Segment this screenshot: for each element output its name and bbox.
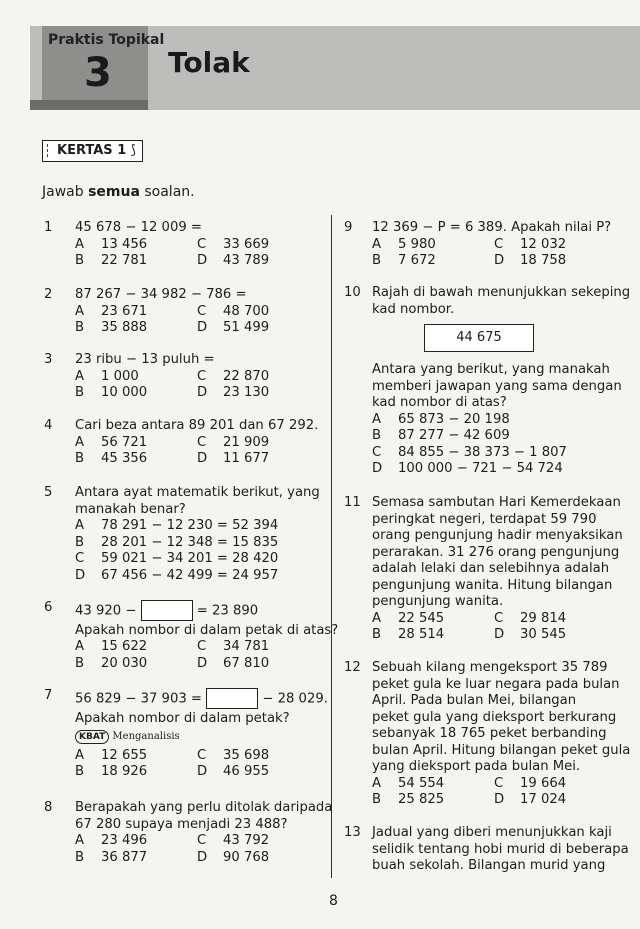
question-text: 23 ribu − 13 puluh = xyxy=(75,352,215,367)
question-text: buah sekolah. Bilangan murid yang xyxy=(372,858,606,873)
option-letter: D xyxy=(197,451,208,466)
option-value: 10 000 xyxy=(101,385,148,400)
option-value: 11 677 xyxy=(223,451,270,466)
option-letter: C xyxy=(197,833,207,848)
option-letter: B xyxy=(372,428,382,443)
option-b xyxy=(372,253,436,268)
option-letter: D xyxy=(197,764,208,779)
option-b xyxy=(75,451,147,466)
option-letter: D xyxy=(494,792,505,807)
option-value: 43 789 xyxy=(223,253,270,268)
option-a xyxy=(75,237,147,252)
option-value: 20 030 xyxy=(101,655,148,671)
option-value: 7 672 xyxy=(398,253,436,268)
option-letter: D xyxy=(197,320,208,335)
option-b xyxy=(75,850,147,865)
option-a xyxy=(75,833,147,848)
option-value: 25 825 xyxy=(398,792,445,807)
question-number: 9 xyxy=(344,220,353,235)
option-letter: D xyxy=(197,849,208,865)
option-letter: A xyxy=(75,303,85,319)
equation-left: 56 829 − 37 903 = xyxy=(75,691,207,707)
option-d xyxy=(197,385,269,400)
option-letter: B xyxy=(372,792,382,807)
option-letter: D xyxy=(494,253,505,268)
option-d xyxy=(197,764,269,779)
option-value: 23 496 xyxy=(101,833,148,848)
option-value: 23 130 xyxy=(223,385,270,400)
question-equation xyxy=(75,688,328,709)
option-letter: A xyxy=(75,833,85,848)
column-divider xyxy=(331,215,332,878)
option-letter: B xyxy=(372,253,382,268)
equation-right: − 28 029. xyxy=(258,691,328,707)
question-number: 8 xyxy=(44,800,53,815)
option-letter: A xyxy=(372,610,382,626)
question-text: bulan April. Hitung bilangan peket gula xyxy=(372,742,631,758)
option-a xyxy=(75,639,147,654)
option-c xyxy=(372,445,567,460)
option-value: 100 000 − 721 − 54 724 xyxy=(398,461,563,476)
option-letter: B xyxy=(75,655,85,671)
question-text: sebanyak 18 765 peket berbanding xyxy=(372,726,607,741)
option-a xyxy=(372,776,444,791)
question-text: Semasa sambutan Hari Kemerdekaan xyxy=(372,495,621,510)
number-card: 44 675 xyxy=(424,324,534,352)
option-letter: B xyxy=(75,764,85,779)
option-b xyxy=(75,385,147,400)
question-number: 6 xyxy=(44,600,53,615)
option-letter: C xyxy=(197,368,207,384)
paper-label xyxy=(42,140,143,162)
option-d xyxy=(372,461,563,476)
option-value: 45 356 xyxy=(101,451,148,466)
option-b xyxy=(75,764,147,779)
option-letter: B xyxy=(75,320,85,335)
question-text: kad nombor di atas? xyxy=(372,395,507,410)
option-d xyxy=(494,792,566,807)
question-number: 1 xyxy=(44,220,53,235)
header-strip xyxy=(30,100,148,110)
option-a xyxy=(75,435,147,450)
option-b xyxy=(75,320,147,335)
option-b xyxy=(372,627,444,642)
question-text: perarakan. 31 276 orang pengunjung xyxy=(372,544,620,560)
question-text: pengunjung wanita. Hitung bilangan xyxy=(372,577,613,593)
topic-title: Tolak xyxy=(168,46,250,79)
option-value: 34 781 xyxy=(223,639,270,654)
option-value: 56 721 xyxy=(101,434,148,450)
question-text: pengunjung wanita. xyxy=(372,594,504,609)
option-letter: A xyxy=(75,434,85,450)
option-value: 18 926 xyxy=(101,764,148,779)
option-letter: A xyxy=(372,775,382,791)
question-text: Apakah nombor di dalam petak? xyxy=(75,710,290,726)
option-letter: A xyxy=(75,747,85,763)
option-value: 54 554 xyxy=(398,775,445,791)
option-a xyxy=(372,611,444,626)
option-d xyxy=(494,627,566,642)
question-number: 2 xyxy=(44,287,53,302)
kbat-badge: KBAT xyxy=(75,730,109,744)
option-d xyxy=(197,656,269,671)
question-number: 3 xyxy=(44,352,53,367)
question-number: 12 xyxy=(344,660,361,675)
option-b xyxy=(75,253,147,268)
question-text: kad nombor. xyxy=(372,301,455,317)
answer-box xyxy=(141,600,193,621)
option-letter: B xyxy=(75,534,85,550)
option-value: 28 514 xyxy=(398,627,445,642)
option-value: 48 700 xyxy=(223,303,270,319)
option-value: 23 671 xyxy=(101,303,148,319)
option-value: 90 768 xyxy=(223,849,270,865)
answer-box xyxy=(206,688,258,709)
question-text: yang dieksport pada bulan Mei. xyxy=(372,759,581,774)
question-text: Cari beza antara 89 201 dan 67 292. xyxy=(75,418,319,433)
option-b xyxy=(75,656,147,671)
option-c xyxy=(197,833,269,848)
question-text: 45 678 − 12 009 = xyxy=(75,220,202,235)
option-value: 65 873 − 20 198 xyxy=(398,411,510,427)
option-value: 87 277 − 42 609 xyxy=(398,428,510,443)
option-value: 36 877 xyxy=(101,849,148,865)
option-c xyxy=(75,551,278,566)
question-text: peket gula ke luar negara pada bulan xyxy=(372,676,620,692)
option-c xyxy=(494,776,566,791)
option-letter: C xyxy=(197,434,207,450)
option-value: 21 909 xyxy=(223,434,270,450)
scroll-icon: ⟆ xyxy=(130,143,136,158)
option-value: 59 021 − 34 201 = 28 420 xyxy=(101,551,279,566)
question-text: peringkat negeri, terdapat 59 790 xyxy=(372,511,597,527)
option-letter: A xyxy=(75,518,85,533)
option-letter: C xyxy=(494,610,504,626)
option-value: 84 855 − 38 373 − 1 807 xyxy=(398,444,567,460)
option-letter: A xyxy=(75,236,85,252)
option-letter: B xyxy=(372,627,382,642)
option-value: 67 810 xyxy=(223,655,270,671)
option-letter: C xyxy=(197,639,207,654)
option-c xyxy=(197,639,269,654)
option-value: 12 655 xyxy=(101,747,148,763)
option-a xyxy=(75,748,147,763)
option-letter: A xyxy=(75,368,85,384)
option-value: 30 545 xyxy=(520,627,567,642)
option-value: 33 669 xyxy=(223,236,270,252)
instruction-suffix: soalan. xyxy=(139,184,195,200)
equation-right: = 23 890 xyxy=(192,603,259,619)
question-text: Antara yang berikut, yang manakah xyxy=(372,362,610,377)
option-c xyxy=(197,237,269,252)
option-letter: C xyxy=(75,551,85,566)
option-d xyxy=(197,253,269,268)
instruction xyxy=(42,184,195,200)
question-text: Apakah nombor di dalam petak di atas? xyxy=(75,622,339,638)
option-c xyxy=(197,369,269,384)
option-letter: D xyxy=(372,461,383,476)
question-equation xyxy=(75,600,258,621)
question-text: peket gula yang dieksport berkurang xyxy=(372,709,617,725)
topic-number: 3 xyxy=(84,50,112,96)
question-number: 10 xyxy=(344,285,361,300)
option-letter: B xyxy=(75,385,85,400)
option-value: 1 000 xyxy=(101,368,139,384)
option-a xyxy=(75,369,139,384)
option-letter: C xyxy=(197,236,207,252)
option-a xyxy=(372,412,510,427)
option-letter: D xyxy=(75,567,86,583)
option-value: 5 980 xyxy=(398,236,436,252)
question-text: 87 267 − 34 982 − 786 = xyxy=(75,287,247,302)
question-number: 5 xyxy=(44,485,53,500)
option-value: 22 870 xyxy=(223,368,270,384)
option-c xyxy=(494,611,566,626)
paper-label-text: KERTAS 1 xyxy=(57,143,127,158)
option-b xyxy=(75,535,278,550)
option-value: 35 698 xyxy=(223,747,270,763)
option-value: 15 622 xyxy=(101,639,148,654)
option-letter: D xyxy=(197,253,208,268)
option-value: 22 781 xyxy=(101,253,148,268)
option-a xyxy=(372,237,436,252)
equation-left: 43 920 − xyxy=(75,603,141,619)
question-text: Antara ayat matematik berikut, yang xyxy=(75,485,320,500)
question-text: Rajah di bawah menunjukkan sekeping xyxy=(372,285,631,300)
option-value: 43 792 xyxy=(223,833,270,848)
option-d xyxy=(197,451,269,466)
option-letter: B xyxy=(75,253,85,268)
option-letter: C xyxy=(494,775,504,791)
option-value: 12 032 xyxy=(520,236,567,252)
kbat-tag xyxy=(75,728,180,746)
option-c xyxy=(197,435,269,450)
question-number: 4 xyxy=(44,418,53,433)
question-text: Sebuah kilang mengeksport 35 789 xyxy=(372,660,608,675)
option-b xyxy=(372,428,510,443)
option-value: 13 456 xyxy=(101,236,148,252)
option-c xyxy=(494,237,566,252)
option-letter: D xyxy=(197,385,208,400)
option-letter: C xyxy=(197,303,207,319)
option-d xyxy=(494,253,566,268)
option-letter: A xyxy=(372,411,382,427)
option-letter: A xyxy=(75,639,85,654)
question-text: April. Pada bulan Mei, bilangan xyxy=(372,693,577,708)
option-letter: B xyxy=(75,849,85,865)
option-value: 28 201 − 12 348 = 15 835 xyxy=(101,534,279,550)
option-value: 78 291 − 12 230 = 52 394 xyxy=(101,518,279,533)
option-letter: C xyxy=(494,236,504,252)
instruction-prefix: Jawab xyxy=(42,184,89,200)
page-number: 8 xyxy=(329,893,338,909)
question-text: manakah benar? xyxy=(75,501,186,517)
option-d xyxy=(75,568,278,583)
option-a xyxy=(75,518,278,533)
question-text: Berapakah yang perlu ditolak daripada xyxy=(75,800,333,815)
option-c xyxy=(197,748,269,763)
option-letter: B xyxy=(75,451,85,466)
option-letter: C xyxy=(372,444,382,460)
question-text: selidik tentang hobi murid di beberapa xyxy=(372,841,629,857)
question-number: 7 xyxy=(44,688,53,703)
option-value: 29 814 xyxy=(520,610,567,626)
option-letter: C xyxy=(197,747,207,763)
option-value: 46 955 xyxy=(223,764,270,779)
question-number: 11 xyxy=(344,495,361,510)
question-text: 12 369 − P = 6 389. Apakah nilai P? xyxy=(372,220,612,235)
option-value: 67 456 − 42 499 = 24 957 xyxy=(101,567,279,583)
option-value: 51 499 xyxy=(223,320,270,335)
option-a xyxy=(75,304,147,319)
instruction-bold: semua xyxy=(88,184,140,200)
option-value: 35 888 xyxy=(101,320,148,335)
option-value: 17 024 xyxy=(520,792,567,807)
kbat-skill: Menganalisis xyxy=(109,731,180,742)
option-b xyxy=(372,792,444,807)
option-c xyxy=(197,304,269,319)
option-value: 22 545 xyxy=(398,610,445,626)
topic-label: Praktis Topikal xyxy=(48,32,165,48)
option-value: 18 758 xyxy=(520,253,567,268)
question-text: adalah lelaki dan selebihnya adalah xyxy=(372,561,610,576)
option-letter: D xyxy=(197,655,208,671)
question-number: 13 xyxy=(344,825,361,840)
option-letter: D xyxy=(494,627,505,642)
question-text: Jadual yang diberi menunjukkan kaji xyxy=(372,825,612,840)
option-value: 19 664 xyxy=(520,775,567,791)
question-text: memberi jawapan yang sama dengan xyxy=(372,378,622,394)
option-letter: A xyxy=(372,236,382,252)
question-text: orang pengunjung hadir menyaksikan xyxy=(372,528,623,543)
question-text: 67 280 supaya menjadi 23 488? xyxy=(75,816,288,832)
option-d xyxy=(197,850,269,865)
option-d xyxy=(197,320,269,335)
